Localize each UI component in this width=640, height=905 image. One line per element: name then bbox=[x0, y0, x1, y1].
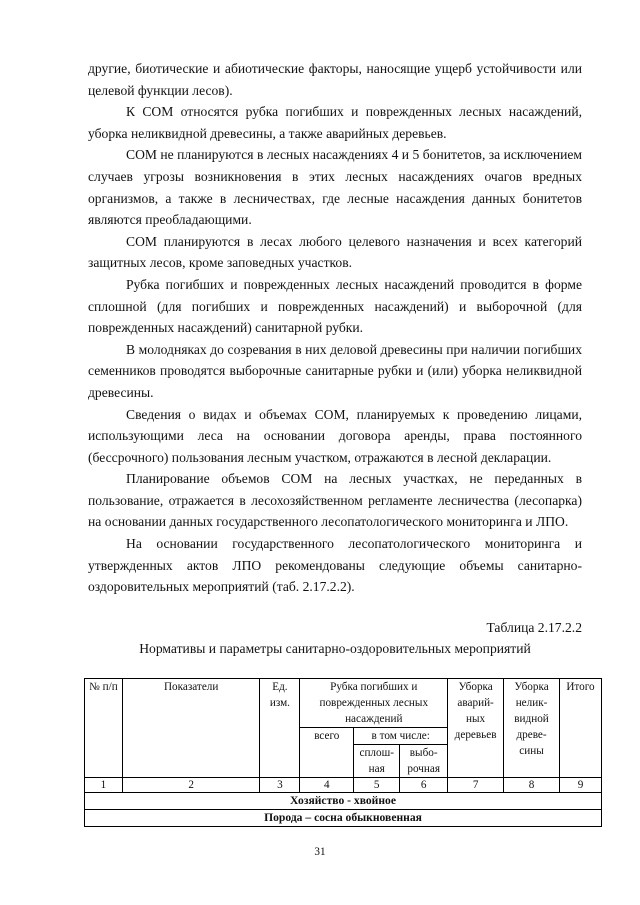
column-number: 8 bbox=[504, 778, 560, 793]
header-selective: выбо-рочная bbox=[400, 745, 448, 778]
paragraph: Рубка погибших и поврежденных лесных насаждений проводится в форме сплошной (для погибших и поврежденных насаждений) и выборочной (для поврежденных насаждений) санитарной рубки. bbox=[88, 276, 582, 336]
paragraph: В молодняках до созревания в них деловой древесины при наличии погибших семенников проводятся выборочные санитарные рубки и (или) уборка неликвидной древесины. bbox=[88, 341, 582, 400]
header-felling: Рубка погибших и поврежденных лесных насаждений bbox=[300, 679, 448, 728]
norms-table bbox=[84, 678, 602, 827]
header-indicators: Показатели bbox=[122, 679, 260, 778]
column-number: 2 bbox=[122, 778, 260, 793]
column-number: 6 bbox=[400, 778, 448, 793]
header-sum: Итого bbox=[559, 679, 601, 778]
header-unit: Ед. изм. bbox=[260, 679, 300, 778]
column-number: 4 bbox=[300, 778, 354, 793]
section-row-farm: Хозяйство - хвойное bbox=[85, 793, 602, 810]
column-number: 9 bbox=[559, 778, 601, 793]
paragraph: другие, биотические и абиотические факторы, наносящие ущерб устойчивости или целевой функции лесов). bbox=[88, 61, 582, 98]
page-number: 31 bbox=[314, 846, 326, 858]
column-number: 1 bbox=[85, 778, 123, 793]
column-number: 7 bbox=[448, 778, 504, 793]
header-illiquid: Уборка нелик-видной древе-сины bbox=[504, 679, 560, 778]
paragraph: К СОМ относятся рубка погибших и поврежденных лесных насаждений, уборка неликвидной древесины, а также аварийных деревьев. bbox=[88, 104, 582, 141]
table-number: Таблица 2.17.2.2 bbox=[486, 620, 582, 635]
table-title: Нормативы и параметры санитарно-оздоровительных мероприятий bbox=[139, 641, 531, 656]
paragraph: Сведения о видах и объемах СОМ, планируемых к проведению лицами, использующими леса на основании договора аренды, права постоянного (бессрочного) пользования лесным участком, отражаются в лесной декларации. bbox=[88, 406, 582, 465]
header-total: всего bbox=[300, 728, 354, 778]
header-including: в том числе: bbox=[354, 728, 448, 745]
header-num: № п/п bbox=[85, 679, 123, 778]
paragraph: СОМ не планируются в лесных насаждениях 4 и 5 бонитетов, за исключением случаев угрозы возникновения в этих лесных насаждениях очагов вредных организмов, а также в лесничествах, где лесные насаждения данных бонитетов являются преобладающими. bbox=[88, 147, 582, 228]
header-emergency: Уборка аварий-ных деревьев bbox=[448, 679, 504, 778]
paragraph: СОМ планируются в лесах любого целевого назначения и всех категорий защитных лесов, кроме заповедных участков. bbox=[88, 233, 582, 271]
body-text bbox=[88, 58, 582, 598]
column-number: 3 bbox=[260, 778, 300, 793]
paragraph: На основании государственного лесопатологического мониторинга и утвержденных актов ЛПО рекомендованы следующие объемы санитарно-оздоровительных мероприятий (таб. 2.17.2.2). bbox=[88, 536, 582, 595]
paragraph: Планирование объемов СОМ на лесных участках, не переданных в пользование, отражается в лесохозяйственном регламенте лесничества (лесопарка) на основании данных государственного лесопатологического мониторинга и ЛПО. bbox=[88, 471, 582, 530]
header-clear: сплош-ная bbox=[354, 745, 400, 778]
column-number: 5 bbox=[354, 778, 400, 793]
section-row-species: Порода – сосна обыкновенная bbox=[85, 810, 602, 827]
